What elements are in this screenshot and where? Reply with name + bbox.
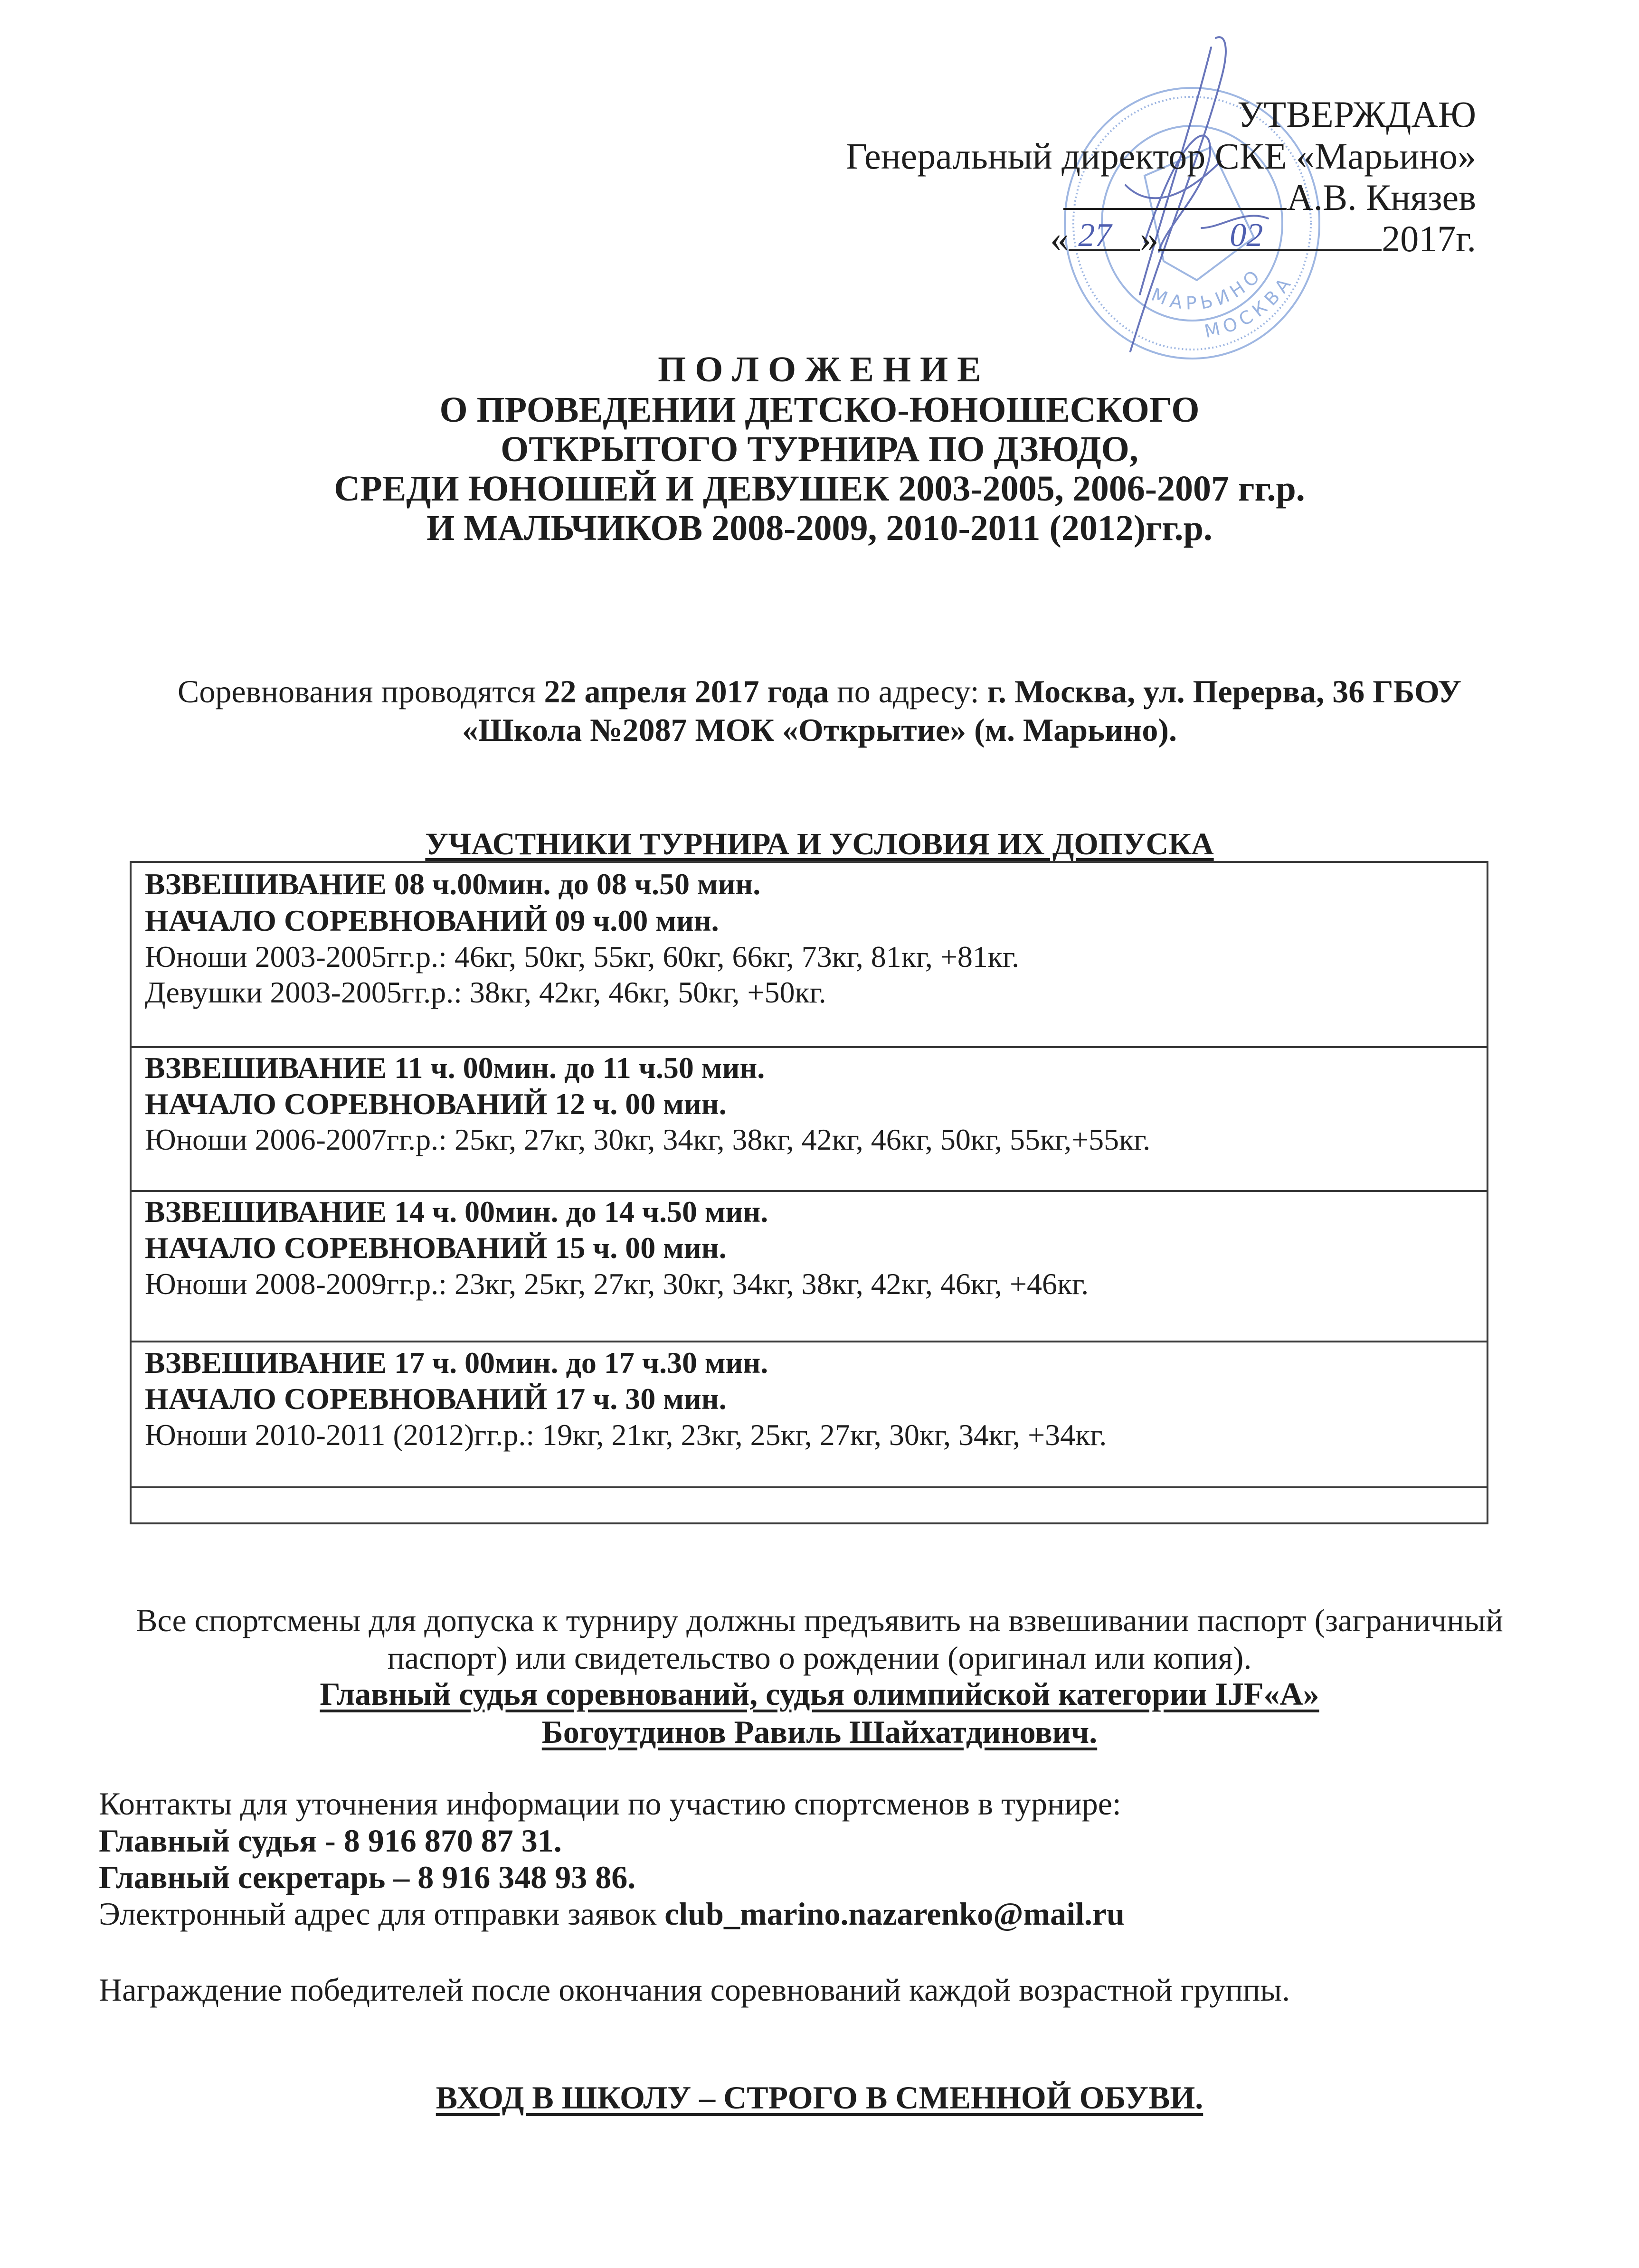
row-divider <box>132 1341 1487 1342</box>
contact-email-line <box>99 1898 1125 1930</box>
month-blank <box>1158 217 1382 254</box>
session-4-start: НАЧАЛО СОРЕВНОВАНИЙ 17 ч. 30 мин. <box>145 1382 727 1416</box>
handwritten-day: 27 <box>1078 217 1112 254</box>
handwritten-month: 02 <box>1230 217 1263 254</box>
session-2-weighing: ВЗВЕШИВАНИЕ 11 ч. 00мин. до 11 ч.50 мин. <box>145 1051 765 1085</box>
session-2-group-1: Юноши 2006-2007гг.р.: 25кг, 27кг, 30кг, 34кг, 38кг, 42кг, 46кг, 50кг, 55кг,+55кг. <box>145 1123 1151 1156</box>
session-4-weighing: ВЗВЕШИВАНИЕ 17 ч. 00мин. до 17 ч.30 мин. <box>145 1346 768 1380</box>
footer-notice: ВХОД В ШКОЛУ – СТРОГО В СМЕННОЙ ОБУВИ. <box>436 2079 1203 2116</box>
admission-text-1: Все спортсмены для допуска к турниру должны предъявить на взвешивании паспорт (заграничный <box>136 1602 1503 1638</box>
email-address[interactable]: club_marino.nazarenko@mail.ru <box>664 1896 1125 1932</box>
approval-title: УТВЕРЖДАЮ <box>1237 94 1476 135</box>
approval-year: 2017г. <box>1382 218 1476 259</box>
approval-signatory <box>1063 179 1476 216</box>
session-2-start: НАЧАЛО СОРЕВНОВАНИЙ 12 ч. 00 мин. <box>145 1087 727 1121</box>
doc-subtitle-3: СРЕДИ ЮНОШЕЙ И ДЕВУШЕК 2003-2005, 2006-2007 гг.р. <box>334 469 1305 509</box>
date-quote-close: » <box>1140 218 1159 259</box>
session-1-group-1: Юноши 2003-2005гг.р.: 46кг, 50кг, 55кг, 60кг, 66кг, 73кг, 81кг, +81кг. <box>145 940 1020 973</box>
stamp-text-top: МАРЬИНО <box>1148 263 1267 314</box>
session-1-weighing: ВЗВЕШИВАНИЕ 08 ч.00мин. до 08 ч.50 мин. <box>145 867 761 901</box>
doc-subtitle-2: ОТКРЫТОГО ТУРНИРА ПО ДЗЮДО, <box>501 429 1138 469</box>
venue-line-1 <box>0 675 1639 708</box>
awards-note: Награждение победителей после окончания соревнований каждой возрастной группы. <box>99 1972 1290 2008</box>
chief-judge-name: Богоутдинов Равиль Шайхатдинович. <box>541 1714 1098 1750</box>
doc-subtitle-1: О ПРОВЕДЕНИИ ДЕТСКО-ЮНОШЕСКОГО <box>439 390 1200 430</box>
day-blank <box>1069 217 1140 254</box>
date-quote-open: « <box>1050 218 1069 259</box>
doc-subtitle-4: И МАЛЬЧИКОВ 2008-2009, 2010-2011 (2012)гг.р. <box>426 508 1213 548</box>
contact-chief-judge: Главный судья - 8 916 870 87 31. <box>99 1823 562 1859</box>
chief-judge-title: Главный судья соревнований, судья олимпийской категории IJF«А» <box>320 1676 1319 1712</box>
venue-address-label: по адресу: <box>829 673 987 709</box>
row-divider <box>132 1046 1487 1048</box>
doc-title: П О Л О Ж Е Н И Е <box>658 350 981 389</box>
approval-position: Генеральный директор СКЕ «Марьино» <box>845 135 1476 177</box>
contacts-intro: Контакты для уточнения информации по участию спортсменов в турнире: <box>99 1786 1121 1822</box>
participants-heading: УЧАСТНИКИ ТУРНИРА И УСЛОВИЯ ИХ ДОПУСКА <box>425 827 1214 861</box>
signature-line <box>1063 180 1287 210</box>
venue-address: г. Москва, ул. Перерва, 36 ГБОУ <box>987 673 1462 709</box>
email-label: Электронный адрес для отправки заявок <box>99 1896 665 1932</box>
session-1-start: НАЧАЛО СОРЕВНОВАНИЙ 09 ч.00 мин. <box>145 904 719 937</box>
venue-intro: Соревнования проводятся <box>177 673 544 709</box>
contact-chief-secretary: Главный секретарь – 8 916 348 93 86. <box>99 1859 636 1895</box>
svg-text:МОСКВА <box>1203 271 1298 342</box>
row-divider <box>132 1190 1487 1192</box>
approval-date <box>1050 217 1476 259</box>
session-3-group-1: Юноши 2008-2009гг.р.: 23кг, 25кг, 27кг, 30кг, 34кг, 38кг, 42кг, 46кг, +46кг. <box>145 1267 1089 1301</box>
venue-line-2: «Школа №2087 МОК «Открытие» (м. Марьино). <box>462 712 1177 748</box>
stamp-text-bottom: МОСКВА <box>1203 270 1298 342</box>
venue-date: 22 апреля 2017 года <box>544 673 829 709</box>
approval-name: А.В. Князев <box>1287 177 1476 218</box>
session-3-weighing: ВЗВЕШИВАНИЕ 14 ч. 00мин. до 14 ч.50 мин. <box>145 1195 768 1228</box>
admission-text-2: паспорт) или свидетельство о рождении (оригинал или копия). <box>387 1640 1252 1676</box>
session-1-group-2: Девушки 2003-2005гг.р.: 38кг, 42кг, 46кг, 50кг, +50кг. <box>145 975 826 1009</box>
svg-text:МАРЬИНО <box>1148 263 1267 314</box>
session-4-group-1: Юноши 2010-2011 (2012)гг.р.: 19кг, 21кг, 23кг, 25кг, 27кг, 30кг, 34кг, +34кг. <box>145 1418 1107 1452</box>
session-3-start: НАЧАЛО СОРЕВНОВАНИЙ 15 ч. 00 мин. <box>145 1231 727 1265</box>
row-divider <box>132 1486 1487 1488</box>
